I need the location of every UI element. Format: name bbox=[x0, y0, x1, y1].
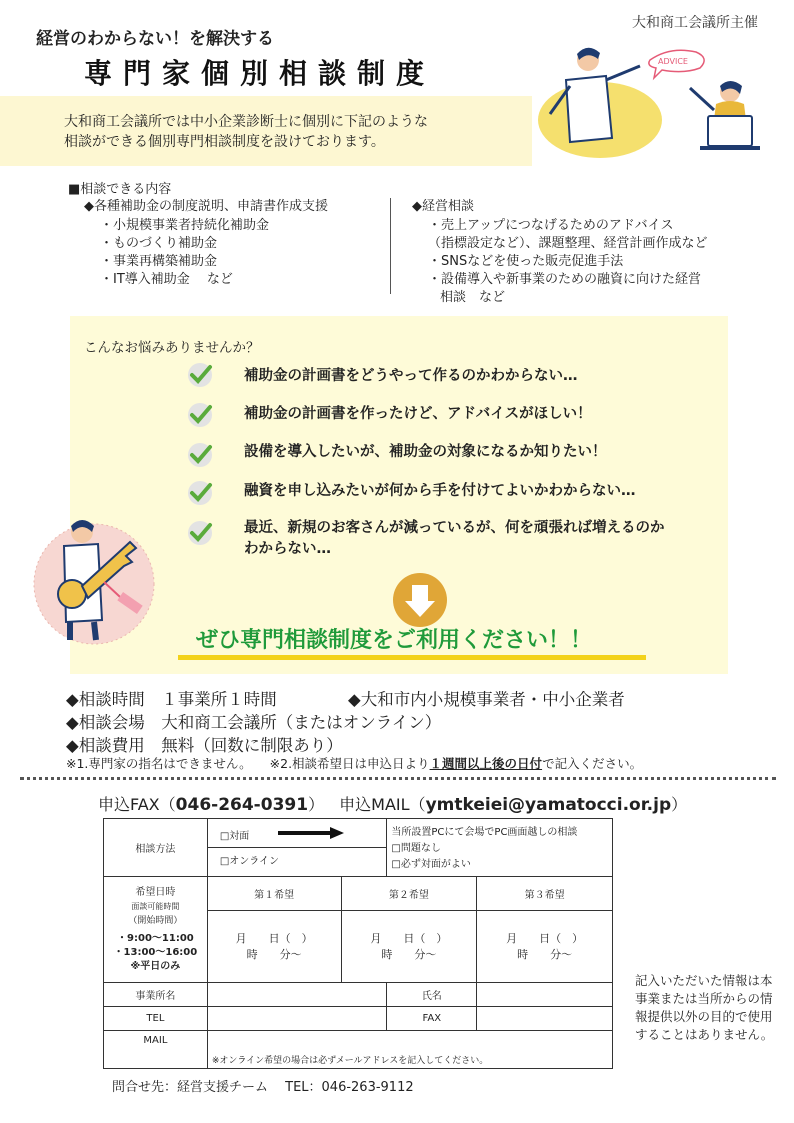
list-item: ・事業再構築補助金 bbox=[100, 254, 218, 269]
advice-illustration bbox=[530, 40, 765, 160]
date-field[interactable]: 月 日（ ） bbox=[506, 931, 584, 945]
cut-line bbox=[20, 777, 776, 780]
worry-item: 補助金の計画書を作ったけど、アドバイスがほしい！ bbox=[244, 406, 592, 422]
time-field[interactable]: 時 分～ bbox=[517, 947, 573, 961]
info-venue: ◆相談会場 大和商工会議所（またはオンライン） bbox=[66, 713, 442, 732]
time-range: ・13:00～16:00 bbox=[113, 946, 198, 958]
note-2: ※2.相談希望日は申込日より bbox=[269, 756, 430, 771]
choice-3-header: 第３希望 bbox=[477, 877, 613, 911]
mail-address[interactable]: ymtkeiei@yamatocci.or.jp bbox=[425, 795, 672, 815]
check-icon bbox=[186, 440, 214, 468]
arrow-right-icon bbox=[278, 827, 344, 839]
check-icon bbox=[186, 360, 214, 388]
info-fee: ◆相談費用 無料（回数に制限あり） bbox=[66, 736, 343, 755]
fax-input[interactable] bbox=[477, 1007, 613, 1031]
list-item: ・売上アップにつなげるためのアドバイス bbox=[428, 218, 674, 233]
ok-checkbox[interactable]: □問題なし bbox=[391, 842, 441, 854]
list-item: 相談 など bbox=[440, 290, 506, 305]
online-checkbox[interactable]: □オンライン bbox=[219, 856, 279, 867]
check-icon bbox=[186, 518, 214, 546]
weekday-note: ※平日のみ bbox=[130, 960, 181, 972]
apply-contact bbox=[98, 792, 687, 815]
worry-item-line: わからない… bbox=[244, 541, 331, 557]
name-input[interactable] bbox=[477, 983, 613, 1007]
choice-2-input[interactable] bbox=[341, 911, 477, 983]
fax-number: 046-264-0391 bbox=[175, 795, 309, 815]
list-item: ・ものづくり補助金 bbox=[100, 236, 218, 251]
worry-item-line: 最近、新規のお客さんが減っているが、何を頑張れば増えるのか bbox=[244, 520, 665, 536]
choice-1-input[interactable] bbox=[207, 911, 341, 983]
fax-label: 申込FAX（ bbox=[98, 795, 176, 814]
list-item: ・小規模事業者持続化補助金 bbox=[100, 218, 270, 233]
method-options bbox=[207, 819, 387, 877]
key-illustration bbox=[26, 512, 166, 647]
consult-right-column bbox=[412, 198, 708, 307]
method-inperson[interactable] bbox=[208, 819, 387, 848]
page-title: 専門家個別相談制度 bbox=[84, 57, 436, 90]
method-notes bbox=[387, 819, 613, 877]
intro-line: 大和商工会議所では中小企業診断士に個別に下記のような bbox=[64, 114, 428, 130]
list-item: ・SNSなどを使った販売促進手法 bbox=[428, 254, 624, 269]
note-1: ※1.専門家の指名はできません。 bbox=[66, 756, 252, 771]
worries-question: こんなお悩みありませんか？ bbox=[84, 340, 260, 356]
name-label: 氏名 bbox=[387, 983, 477, 1007]
consult-left-title: ◆各種補助金の制度説明、申請書作成支援 bbox=[84, 199, 328, 214]
subtitle: 経営のわからない！を解決する bbox=[36, 29, 274, 49]
date-sub: （開始時間） bbox=[128, 915, 183, 926]
must-checkbox[interactable]: □必ず対面がよい bbox=[391, 858, 471, 870]
choice-2-header: 第２希望 bbox=[341, 877, 477, 911]
info-time: ◆相談時間 １事業所１時間 bbox=[66, 690, 277, 709]
mail-label: 申込MAIL（ bbox=[339, 795, 426, 814]
list-item: （指標設定など）、課題整理、経営計画作成など bbox=[428, 236, 708, 251]
privacy-note: 記入いただいた情報は本事業または当所からの情報提供以外の目的で使用することはありません。 bbox=[635, 973, 774, 1042]
time-field[interactable]: 時 分～ bbox=[246, 947, 302, 961]
notes bbox=[66, 754, 642, 772]
business-label: 事業所名 bbox=[104, 983, 208, 1007]
fax-end: ） bbox=[308, 795, 325, 814]
mail-input[interactable]: ※オンライン希望の場合は必ずメールアドレスを記入してください。 bbox=[207, 1031, 612, 1069]
cta-text: ぜひ専門相談制度をご利用ください！！ bbox=[196, 628, 593, 653]
contact-info: 問合せ先：経営支援チーム TEL：046-263-9112 bbox=[112, 1080, 414, 1095]
down-arrow-icon bbox=[393, 573, 447, 627]
date-field[interactable]: 月 日（ ） bbox=[235, 931, 313, 945]
pc-note: 当所設置PCにて会場でPC画面越しの相談 bbox=[391, 826, 578, 838]
worry-item: 補助金の計画書をどうやって作るのかわからない… bbox=[244, 368, 578, 384]
check-icon bbox=[186, 478, 214, 506]
tel-input[interactable] bbox=[207, 1007, 387, 1031]
check-icon bbox=[186, 400, 214, 428]
note-2-emphasis: １週間以上後の日付 bbox=[429, 756, 543, 771]
consult-right-title: ◆経営相談 bbox=[412, 199, 474, 214]
choice-1-header: 第１希望 bbox=[207, 877, 341, 911]
choice-3-input[interactable] bbox=[477, 911, 613, 983]
mail-end: ） bbox=[671, 795, 688, 814]
intro-text bbox=[64, 112, 428, 152]
intro-line: 相談ができる個別専門相談制度を設けております。 bbox=[64, 134, 385, 150]
list-item: ・設備導入や新事業のための融資に向けた経営 bbox=[428, 272, 702, 287]
date-field[interactable]: 月 日（ ） bbox=[370, 931, 448, 945]
worry-item: 設備を導入したいが、補助金の対象になるか知りたい！ bbox=[244, 444, 607, 460]
method-label: 相談方法 bbox=[104, 819, 208, 877]
cta-underline bbox=[178, 655, 646, 660]
inperson-checkbox[interactable]: □対面 bbox=[219, 831, 250, 842]
worry-item bbox=[244, 518, 714, 560]
date-label-cell bbox=[104, 877, 208, 983]
column-divider bbox=[390, 198, 391, 294]
list-item: ・IT導入補助金 など bbox=[100, 272, 233, 287]
note-2-end: で記入ください。 bbox=[542, 756, 643, 771]
mail-label-cell: MAIL bbox=[104, 1031, 208, 1069]
tel-label: TEL bbox=[104, 1007, 208, 1031]
date-sub: 面談可能時間 bbox=[131, 901, 180, 911]
business-input[interactable] bbox=[207, 983, 387, 1007]
info-target: ◆大和市内小規模事業者・中小企業者 bbox=[348, 690, 625, 709]
date-label: 希望日時 bbox=[135, 886, 176, 898]
consult-heading: ■相談できる内容 bbox=[68, 182, 172, 197]
application-form bbox=[103, 818, 613, 1069]
consult-left-column bbox=[84, 198, 328, 289]
time-range: ・9:00～11:00 bbox=[117, 932, 194, 944]
organizer-label: 大和商工会議所主催 bbox=[632, 15, 758, 31]
fax-label-cell: FAX bbox=[387, 1007, 477, 1031]
worry-item: 融資を申し込みたいが何から手を付けてよいかわからない… bbox=[244, 483, 636, 499]
advice-bubble-text: ADVICE bbox=[658, 57, 688, 66]
time-field[interactable]: 時 分～ bbox=[381, 947, 437, 961]
